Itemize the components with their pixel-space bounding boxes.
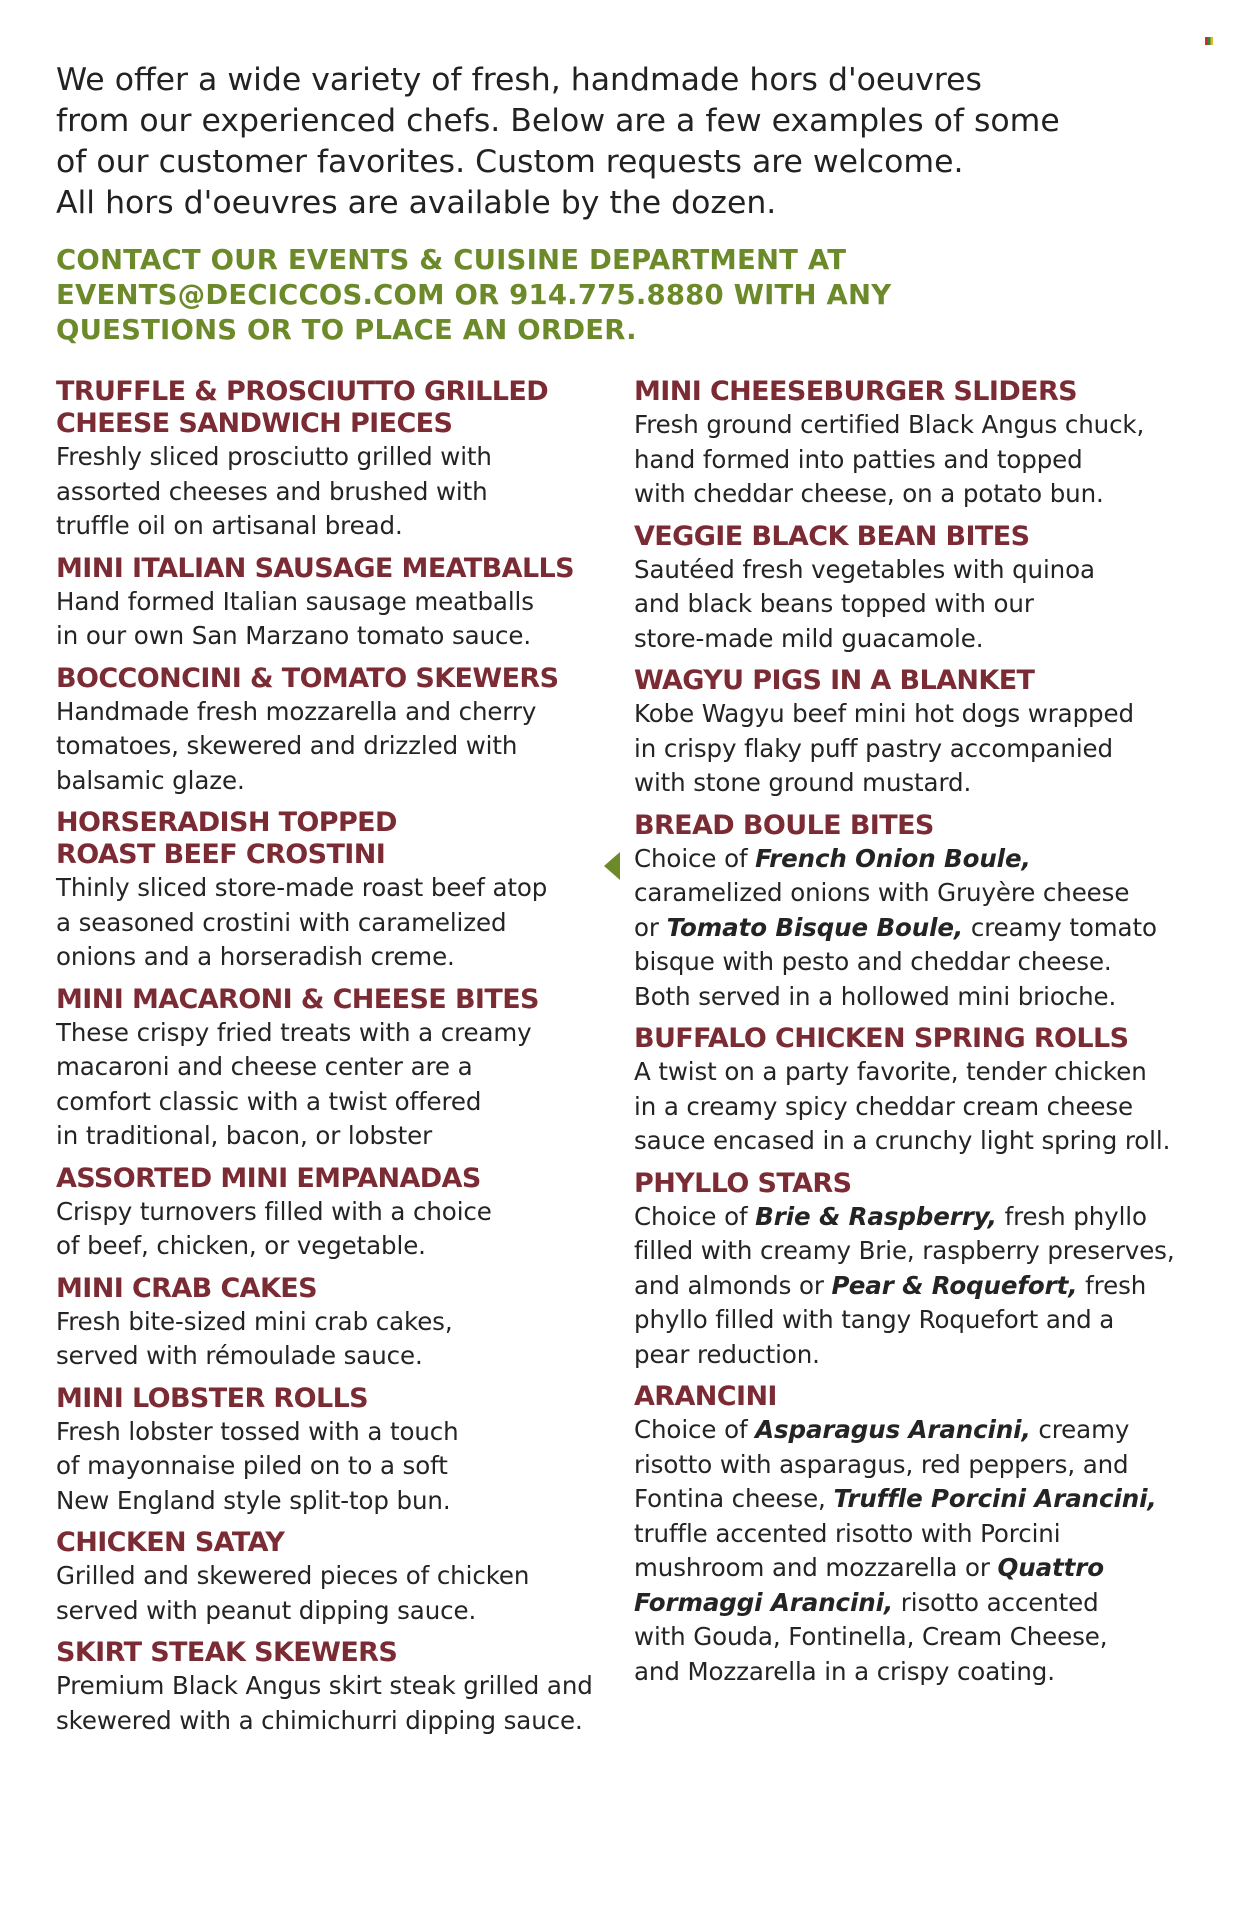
option-name: Tomato Bisque Boule,	[666, 912, 964, 942]
contact-callout	[56, 243, 1196, 348]
menu-item-title	[56, 663, 616, 695]
contact-line: CONTACT OUR EVENTS & CUISINE DEPARTMENT AT	[56, 244, 847, 276]
menu-item-description	[634, 697, 1194, 801]
menu-column-right	[634, 376, 1194, 1698]
contact-line: QUESTIONS OR TO PLACE AN ORDER.	[56, 314, 637, 346]
menu-item-description	[56, 1669, 616, 1738]
intro-line: We offer a wide variety of fresh, handmade hors d'oeuvres	[56, 62, 982, 98]
menu-item-title-line: MINI ITALIAN SAUSAGE MEATBALLS	[56, 552, 575, 584]
description-line: sauce encased in a crunchy light spring roll.	[634, 1126, 1171, 1155]
intro-line: of our customer favorites. Custom requests are welcome.	[56, 144, 964, 180]
description-line: and black beans topped with our	[634, 589, 1034, 618]
description-line: Sautéed fresh vegetables with quinoa	[634, 554, 1095, 584]
description-line: phyllo filled with tangy Roquefort and a	[634, 1305, 1115, 1334]
description-line: comfort classic with a twist offered	[56, 1086, 482, 1116]
menu-item-mini-macaroni-and-cheese-bites	[56, 984, 616, 1154]
menu-item-title-line: ASSORTED MINI EMPANADAS	[56, 1162, 481, 1194]
menu-item-description	[56, 871, 616, 975]
description-line: of mayonnaise piled on to a soft	[56, 1451, 448, 1480]
color-logo-mark-icon	[1205, 37, 1213, 45]
menu-item-title-line: PHYLLO STARS	[634, 1167, 852, 1199]
description-line: onions and a horseradish creme.	[56, 942, 455, 971]
menu-item-description	[56, 440, 616, 544]
menu-item-title-line: CHEESE SANDWICH PIECES	[56, 408, 453, 439]
menu-item-title	[56, 984, 616, 1016]
description-line: truffle accented risotto with Porcini	[634, 1518, 1061, 1548]
intro-line: All hors d'oeuvres are available by the dozen.	[56, 185, 777, 221]
menu-item-bocconcini-and-tomato-skewers	[56, 663, 616, 799]
description-line: caramelized onions with Gruyère cheese	[634, 878, 1130, 907]
menu-item-phyllo-stars	[634, 1168, 1194, 1373]
description-line: filled with creamy Brie, raspberry preserves,	[634, 1236, 1175, 1265]
menu-item-title-line: MINI CRAB CAKES	[56, 1272, 317, 1304]
menu-item-wagyu-pigs-in-a-blanket	[634, 665, 1194, 801]
menu-item-title	[56, 376, 616, 440]
menu-item-assorted-mini-empanadas	[56, 1163, 616, 1264]
menu-item-buffalo-chicken-spring-rolls	[634, 1023, 1194, 1159]
description-line: Crispy turnovers filled with a choice	[56, 1196, 492, 1226]
menu-item-mini-crab-cakes	[56, 1273, 616, 1374]
description-line: in our own San Marzano tomato sauce.	[56, 621, 532, 650]
menu-item-title	[56, 807, 616, 871]
menu-item-bread-boule-bites	[634, 810, 1194, 1015]
description-line: skewered with a chimichurri dipping sauce.	[56, 1705, 583, 1735]
menu-item-description	[634, 1200, 1194, 1373]
description-line: served with rémoulade sauce.	[56, 1341, 423, 1370]
description-line: A twist on a party favorite, tender chicken	[634, 1057, 1147, 1086]
menu-item-title	[56, 553, 616, 585]
menu-item-title-line: SKIRT STEAK SKEWERS	[56, 1637, 398, 1668]
option-name: Pear & Roquefort,	[831, 1270, 1078, 1300]
description-line: Fresh bite-sized mini crab cakes,	[56, 1306, 453, 1336]
menu-item-mini-italian-sausage-meatballs	[56, 553, 616, 654]
description-line: These crispy fried treats with a creamy	[56, 1017, 532, 1047]
description-text: risotto accented	[893, 1587, 1099, 1617]
description-line: in a creamy spicy cheddar cream cheese	[634, 1091, 1134, 1121]
menu-item-title-line: MINI CHEESEBURGER SLIDERS	[634, 376, 1078, 407]
menu-item-description	[56, 1195, 616, 1264]
menu-item-description	[56, 695, 616, 799]
description-text: fresh phyllo	[996, 1201, 1147, 1231]
menu-item-title-line: VEGGIE BLACK BEAN BITES	[634, 520, 1030, 552]
description-line: Fresh lobster tossed with a touch	[56, 1416, 459, 1446]
menu-item-title-line: BUFFALO CHICKEN SPRING ROLLS	[634, 1023, 1129, 1054]
menu-item-title-line: WAGYU PIGS IN A BLANKET	[634, 665, 1035, 696]
description-text: Choice of	[634, 1415, 756, 1444]
menu-item-description	[634, 408, 1194, 512]
description-line: and Mozzarella in a crispy coating.	[634, 1656, 1055, 1686]
description-line: risotto with asparagus, red peppers, and	[634, 1449, 1129, 1479]
menu-item-description	[634, 1413, 1194, 1689]
description-text: fresh	[1077, 1270, 1147, 1300]
option-name: Brie & Raspberry,	[755, 1201, 997, 1231]
contact-line: EVENTS@DECICCOS.COM OR 914.775.8880 WITH ANY	[56, 279, 892, 311]
option-name: French Onion Boule,	[755, 843, 1031, 873]
menu-column-left	[56, 376, 616, 1747]
description-line: in crispy flaky puff pastry accompanied	[634, 733, 1113, 763]
description-line: truffle oil on artisanal bread.	[56, 511, 403, 540]
menu-item-mini-cheeseburger-sliders	[634, 376, 1194, 512]
option-name: Truffle Porcini Arancini,	[833, 1484, 1157, 1513]
option-name: Asparagus Arancini,	[755, 1415, 1031, 1444]
description-line: macaroni and cheese center are a	[56, 1052, 473, 1081]
menu-item-mini-lobster-rolls	[56, 1383, 616, 1519]
menu-item-truffle-and-prosciutto-grilled-cheese-sandwich-pieces	[56, 376, 616, 544]
menu-item-title	[56, 1163, 616, 1195]
menu-item-title	[56, 1637, 616, 1669]
menu-item-title	[634, 665, 1194, 697]
menu-item-title-line: MINI MACARONI & CHEESE BITES	[56, 983, 539, 1015]
menu-item-title-line: BREAD BOULE BITES	[634, 809, 934, 841]
description-line: assorted cheeses and brushed with	[56, 476, 488, 506]
description-line: pear reduction.	[634, 1339, 820, 1369]
description-line: Freshly sliced prosciutto grilled with	[56, 442, 492, 471]
description-text: Choice of	[634, 843, 756, 873]
description-line: New England style split-top bun.	[56, 1485, 451, 1515]
description-line: in traditional, bacon, or lobster	[56, 1121, 433, 1150]
menu-item-description	[56, 1559, 616, 1628]
description-line: Both served in a hollowed mini brioche.	[634, 981, 1117, 1011]
description-line: hand formed into patties and topped	[634, 444, 1083, 474]
description-text: creamy	[1030, 1415, 1130, 1444]
menu-item-title	[634, 376, 1194, 408]
description-text: Fontina cheese,	[634, 1484, 834, 1513]
option-name: Quattro	[997, 1553, 1104, 1582]
menu-item-description	[634, 1055, 1194, 1159]
description-line: Handmade fresh mozzarella and cherry	[56, 696, 537, 726]
menu-item-title	[634, 1023, 1194, 1055]
description-line: bisque with pesto and cheddar cheese.	[634, 947, 1112, 976]
option-name: Formaggi Arancini,	[634, 1587, 894, 1617]
menu-item-horseradish-topped-roast-beef-crostini	[56, 807, 616, 975]
menu-item-description	[634, 553, 1194, 657]
description-line: Fresh ground certified Black Angus chuck,	[634, 410, 1145, 439]
intro-paragraph	[56, 60, 1176, 224]
menu-item-title	[56, 1527, 616, 1559]
description-line: Hand formed Italian sausage meatballs	[56, 586, 534, 616]
description-line: Thinly sliced store-made roast beef atop	[56, 873, 548, 902]
menu-item-description	[56, 1415, 616, 1519]
menu-item-skirt-steak-skewers	[56, 1637, 616, 1738]
menu-item-title-line: BOCCONCINI & TOMATO SKEWERS	[56, 662, 559, 694]
menu-item-title	[634, 1381, 1194, 1413]
menu-item-description	[56, 585, 616, 654]
description-text: Choice of	[634, 1201, 756, 1231]
menu-item-arancini	[634, 1381, 1194, 1689]
description-text: creamy tomato	[963, 912, 1157, 942]
description-text: mushroom and mozzarella or	[634, 1553, 998, 1582]
description-line: of beef, chicken, or vegetable.	[56, 1231, 426, 1260]
menu-item-title-line: TRUFFLE & PROSCIUTTO GRILLED	[56, 376, 549, 407]
menu-item-title	[634, 521, 1194, 553]
description-text: or	[634, 912, 667, 942]
description-line: with cheddar cheese, on a potato bun.	[634, 479, 1104, 508]
menu-item-title	[634, 1168, 1194, 1200]
menu-item-title	[56, 1383, 616, 1415]
menu-item-description	[56, 1305, 616, 1374]
description-line: served with peanut dipping sauce.	[56, 1595, 477, 1625]
menu-item-chicken-satay	[56, 1527, 616, 1628]
description-text: and almonds or	[634, 1270, 832, 1300]
menu-item-title	[56, 1273, 616, 1305]
menu-item-title-line: MINI LOBSTER ROLLS	[56, 1382, 369, 1414]
description-line: Premium Black Angus skirt steak grilled and	[56, 1671, 593, 1700]
menu-item-title	[634, 810, 1194, 842]
menu-item-description	[56, 1016, 616, 1154]
description-line: with Gouda, Fontinella, Cream Cheese,	[634, 1622, 1108, 1651]
menu-item-veggie-black-bean-bites	[634, 521, 1194, 657]
arrow-left-icon	[604, 852, 620, 880]
description-line: with stone ground mustard.	[634, 768, 972, 797]
intro-line: from our experienced chefs. Below are a few examples of some	[56, 103, 1060, 139]
description-line: Grilled and skewered pieces of chicken	[56, 1561, 530, 1590]
description-line: balsamic glaze.	[56, 765, 245, 795]
menu-item-title-line: CHICKEN SATAY	[56, 1527, 285, 1558]
description-line: tomatoes, skewered and drizzled with	[56, 731, 518, 760]
description-line: Kobe Wagyu beef mini hot dogs wrapped	[634, 699, 1134, 728]
menu-item-description	[634, 842, 1194, 1015]
description-line: store-made mild guacamole.	[634, 623, 984, 653]
menu-item-title-line: ARANCINI	[634, 1381, 777, 1412]
description-line: a seasoned crostini with caramelized	[56, 907, 507, 937]
menu-item-title-line: HORSERADISH TOPPED	[56, 807, 397, 838]
menu-item-title-line: ROAST BEEF CROSTINI	[56, 839, 386, 870]
